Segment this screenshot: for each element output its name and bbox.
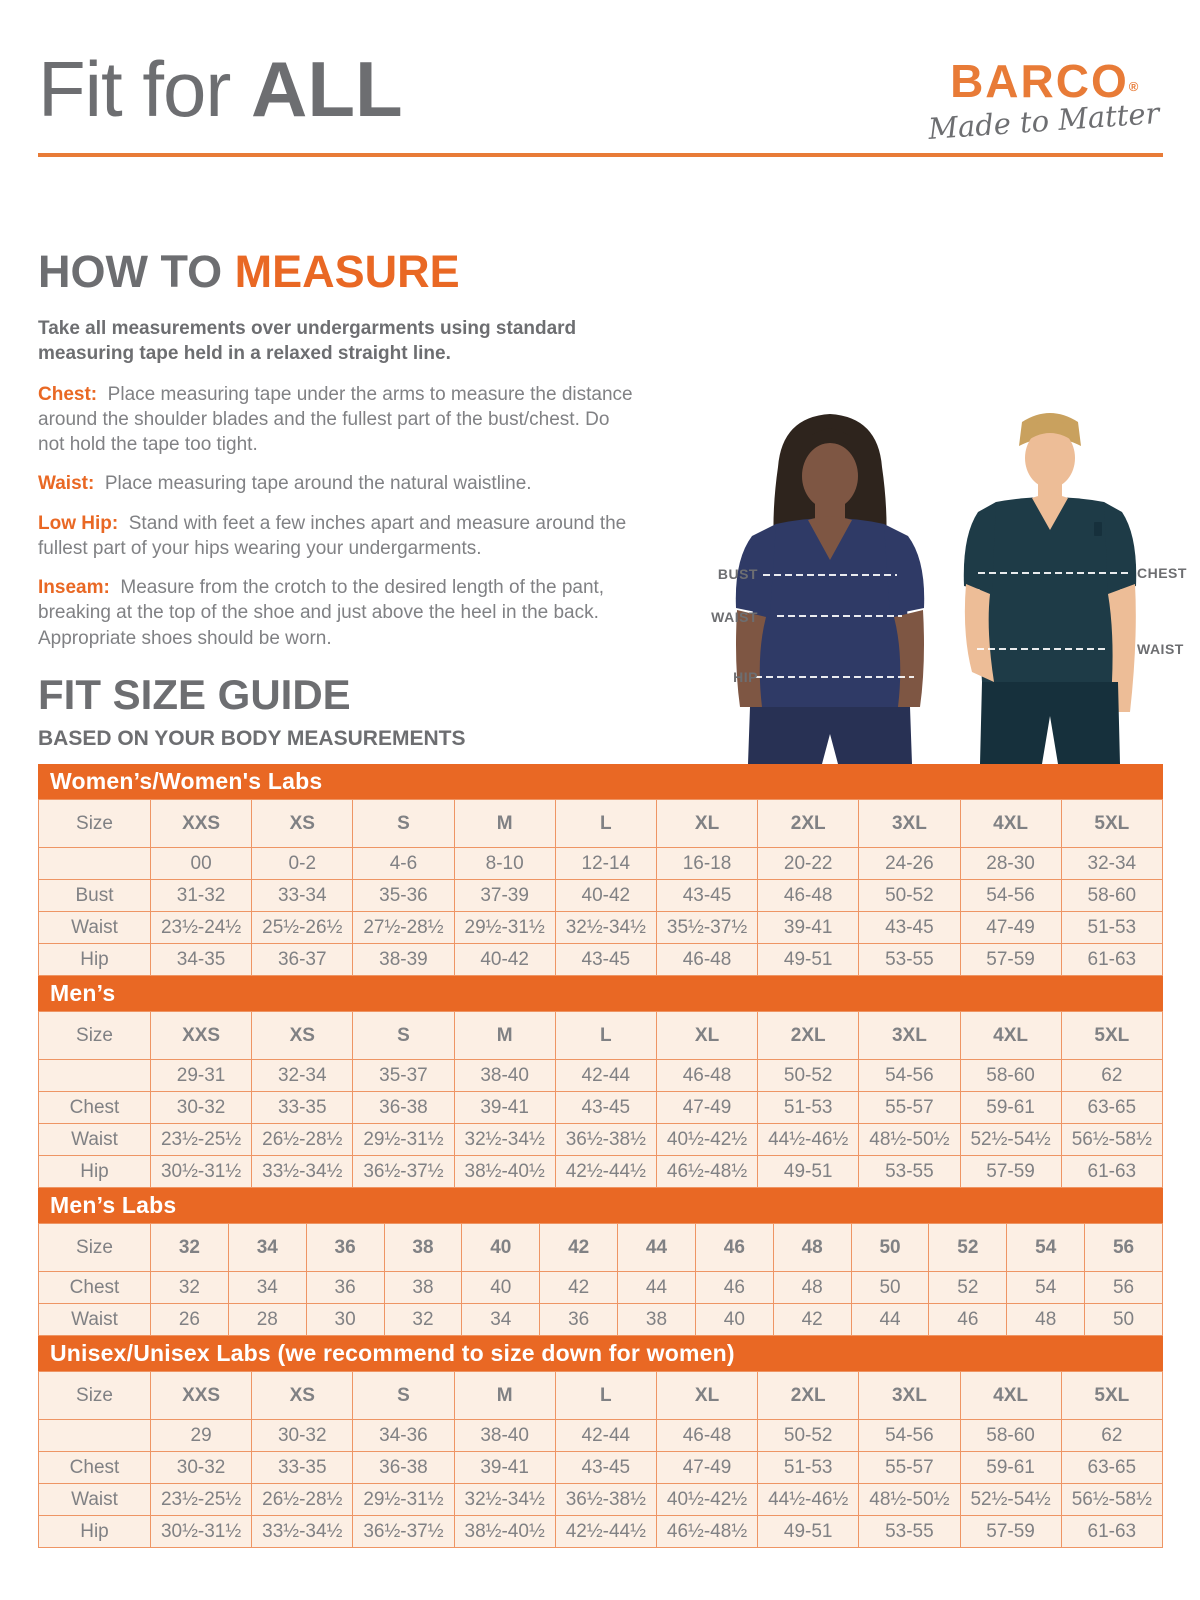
size-value-cell: 50	[1085, 1304, 1163, 1336]
size-value-cell: 32½-34½	[454, 1484, 555, 1516]
size-value-cell: 38-40	[454, 1420, 555, 1452]
size-value-cell: 8-10	[454, 848, 555, 880]
size-header-cell: 52	[929, 1224, 1007, 1272]
measurement-row	[39, 1272, 1163, 1304]
size-value-cell: 55-57	[859, 1092, 960, 1124]
hip-label: HIP	[733, 669, 758, 685]
size-value-cell: 46-48	[758, 880, 859, 912]
size-value-cell: 30½-31½	[151, 1156, 252, 1188]
size-value-cell: 33½-34½	[252, 1156, 353, 1188]
size-header-cell: 56	[1085, 1224, 1163, 1272]
size-value-cell: 57-59	[960, 944, 1061, 976]
size-value-cell: 23½-25½	[151, 1124, 252, 1156]
size-header-cell: 5XL	[1061, 800, 1162, 848]
size-header-cell: M	[454, 800, 555, 848]
size-header-cell: 4XL	[960, 1012, 1061, 1060]
row-label-cell: Waist	[39, 912, 151, 944]
size-value-cell: 46	[929, 1304, 1007, 1336]
size-value-cell: 29	[151, 1420, 252, 1452]
size-header-cell: 44	[618, 1224, 696, 1272]
row-label-cell: Waist	[39, 1124, 151, 1156]
size-header-row	[39, 1372, 1163, 1420]
size-value-cell: 37-39	[454, 880, 555, 912]
brand-wordmark	[928, 55, 1160, 107]
size-value-cell: 4-6	[353, 848, 454, 880]
page-title-bold: ALL	[251, 45, 403, 133]
size-value-cell: 57-59	[960, 1156, 1061, 1188]
numeric-size-row	[39, 1060, 1163, 1092]
size-header-cell: XL	[656, 800, 757, 848]
size-value-cell: 00	[151, 848, 252, 880]
size-value-cell: 43-45	[656, 880, 757, 912]
size-header-cell: 46	[695, 1224, 773, 1272]
size-value-cell: 29½-31½	[353, 1484, 454, 1516]
size-value-cell: 30-32	[151, 1452, 252, 1484]
size-value-cell: 32½-34½	[454, 1124, 555, 1156]
size-value-cell: 52	[929, 1272, 1007, 1304]
size-value-cell: 30-32	[252, 1420, 353, 1452]
size-value-cell: 31-32	[151, 880, 252, 912]
size-value-cell: 48½-50½	[859, 1124, 960, 1156]
size-table	[38, 799, 1163, 976]
size-value-cell: 46-48	[656, 1060, 757, 1092]
size-value-cell: 40	[695, 1304, 773, 1336]
size-header-cell: 50	[851, 1224, 929, 1272]
size-value-cell: 42	[540, 1272, 618, 1304]
measure-instruction: Low Hip: Stand with feet a few inches apart and measure around the fullest part of your hips wearing your undergarments.	[38, 512, 627, 559]
fit-size-guide-heading: FIT SIZE GUIDE	[38, 671, 351, 718]
size-value-cell: 48	[1007, 1304, 1085, 1336]
size-value-cell: 32½-34½	[555, 912, 656, 944]
size-header-cell: 2XL	[758, 800, 859, 848]
size-value-cell: 56	[1085, 1272, 1163, 1304]
size-value-cell: 24-26	[859, 848, 960, 880]
size-value-cell: 52½-54½	[960, 1124, 1061, 1156]
size-value-cell: 34-36	[353, 1420, 454, 1452]
size-value-cell: 39-41	[454, 1452, 555, 1484]
size-value-cell: 30½-31½	[151, 1516, 252, 1548]
size-header-cell: L	[555, 1012, 656, 1060]
size-value-cell: 32	[151, 1272, 229, 1304]
size-value-cell: 32-34	[1061, 848, 1162, 880]
size-value-cell: 42-44	[555, 1060, 656, 1092]
row-label-cell: Waist	[39, 1304, 151, 1336]
size-value-cell: 50-52	[758, 1060, 859, 1092]
size-value-cell: 54-56	[859, 1060, 960, 1092]
fit-size-guide-subheading: BASED ON YOUR BODY MEASUREMENTS	[38, 727, 466, 750]
size-value-cell: 63-65	[1061, 1452, 1162, 1484]
size-value-cell: 26½-28½	[252, 1484, 353, 1516]
row-label-cell: Hip	[39, 944, 151, 976]
size-value-cell: 43-45	[555, 1452, 656, 1484]
size-value-cell: 62	[1061, 1060, 1162, 1092]
size-header-cell: 42	[540, 1224, 618, 1272]
numeric-size-row	[39, 848, 1163, 880]
size-value-cell: 44½-46½	[758, 1484, 859, 1516]
size-header-cell: 36	[306, 1224, 384, 1272]
size-header-cell: XXS	[151, 1012, 252, 1060]
divider-rule	[38, 153, 1163, 157]
size-value-cell: 33½-34½	[252, 1516, 353, 1548]
size-value-cell: 40-42	[555, 880, 656, 912]
size-value-cell: 53-55	[859, 944, 960, 976]
size-header-cell: 34	[228, 1224, 306, 1272]
row-label-cell	[39, 1420, 151, 1452]
size-value-cell: 43-45	[859, 912, 960, 944]
size-value-cell: 54-56	[960, 880, 1061, 912]
waist-label-left: WAIST	[711, 609, 758, 625]
size-header-cell: S	[353, 1012, 454, 1060]
size-value-cell: 58-60	[960, 1420, 1061, 1452]
size-table	[38, 1011, 1163, 1188]
size-value-cell: 63-65	[1061, 1092, 1162, 1124]
size-value-cell: 50-52	[758, 1420, 859, 1452]
size-value-cell: 33-35	[252, 1452, 353, 1484]
table-banner: Unisex/Unisex Labs (we recommend to size down for women)	[38, 1336, 1163, 1371]
size-value-cell: 40½-42½	[656, 1484, 757, 1516]
size-value-cell: 39-41	[758, 912, 859, 944]
measurement-row	[39, 944, 1163, 976]
size-header-cell: XL	[656, 1372, 757, 1420]
size-value-cell: 58-60	[1061, 880, 1162, 912]
measurement-row	[39, 1484, 1163, 1516]
size-header-cell: 5XL	[1061, 1012, 1162, 1060]
bust-label: BUST	[717, 566, 758, 582]
size-header-row	[39, 1012, 1163, 1060]
size-header-cell: 48	[773, 1224, 851, 1272]
row-label-cell: Waist	[39, 1484, 151, 1516]
size-value-cell: 32-34	[252, 1060, 353, 1092]
size-value-cell: 29½-31½	[353, 1124, 454, 1156]
size-value-cell: 26½-28½	[252, 1124, 353, 1156]
size-value-cell: 28-30	[960, 848, 1061, 880]
measurement-row	[39, 912, 1163, 944]
size-header-cell: XL	[656, 1012, 757, 1060]
measure-instructions	[38, 382, 634, 651]
size-value-cell: 28	[228, 1304, 306, 1336]
size-value-cell: 59-61	[960, 1452, 1061, 1484]
measurement-row	[39, 1092, 1163, 1124]
page-title	[38, 44, 403, 135]
size-value-cell: 46½-48½	[656, 1516, 757, 1548]
size-value-cell: 49-51	[758, 1156, 859, 1188]
size-header-cell: 2XL	[758, 1372, 859, 1420]
size-header-cell: M	[454, 1372, 555, 1420]
size-value-cell: 48	[773, 1272, 851, 1304]
measure-instruction-label: Inseam:	[38, 577, 110, 599]
measure-instruction: Inseam: Measure from the crotch to the desired length of the pant, breaking at the top of the shoe and just above the heel in the back. Appropriate shoes should be worn.	[38, 577, 605, 649]
size-value-cell: 53-55	[859, 1156, 960, 1188]
size-header-cell: S	[353, 1372, 454, 1420]
size-value-cell: 57-59	[960, 1516, 1061, 1548]
size-value-cell: 43-45	[555, 944, 656, 976]
size-header-cell: 54	[1007, 1224, 1085, 1272]
size-value-cell: 44	[618, 1272, 696, 1304]
measurement-row	[39, 1304, 1163, 1336]
measure-intro: Take all measurements over undergarments using standard measuring tape held in a relaxed straight line.	[38, 318, 577, 365]
size-value-cell: 36½-37½	[353, 1516, 454, 1548]
size-value-cell: 34-35	[151, 944, 252, 976]
size-value-cell: 50	[851, 1272, 929, 1304]
size-header-row	[39, 1224, 1163, 1272]
size-value-cell: 29½-31½	[454, 912, 555, 944]
size-header-cell: 3XL	[859, 1012, 960, 1060]
size-value-cell: 61-63	[1061, 1516, 1162, 1548]
size-value-cell: 46-48	[656, 944, 757, 976]
numeric-size-row	[39, 1420, 1163, 1452]
size-value-cell: 12-14	[555, 848, 656, 880]
size-value-cell: 62	[1061, 1420, 1162, 1452]
size-value-cell: 50-52	[859, 880, 960, 912]
size-header-cell: XS	[252, 1012, 353, 1060]
size-value-cell: 0-2	[252, 848, 353, 880]
size-value-cell: 54	[1007, 1272, 1085, 1304]
row-label-cell: Size	[39, 1012, 151, 1060]
size-value-cell: 49-51	[758, 1516, 859, 1548]
how-to-measure-section	[38, 246, 634, 665]
size-table	[38, 1223, 1163, 1336]
size-value-cell: 27½-28½	[353, 912, 454, 944]
size-value-cell: 38-40	[454, 1060, 555, 1092]
size-header-cell: 3XL	[859, 1372, 960, 1420]
measure-instruction: Waist: Place measuring tape around the natural waistline.	[38, 473, 532, 495]
size-value-cell: 56½-58½	[1061, 1124, 1162, 1156]
size-header-cell: 4XL	[960, 800, 1061, 848]
size-value-cell: 32	[384, 1304, 462, 1336]
size-value-cell: 59-61	[960, 1092, 1061, 1124]
woman-figure	[736, 414, 924, 764]
size-value-cell: 42½-44½	[555, 1516, 656, 1548]
registered-mark: ®	[1128, 79, 1139, 94]
table-banner: Men’s	[38, 976, 1163, 1011]
size-value-cell: 40	[462, 1272, 540, 1304]
size-value-cell: 47-49	[960, 912, 1061, 944]
size-value-cell: 48½-50½	[859, 1484, 960, 1516]
size-value-cell: 42½-44½	[555, 1156, 656, 1188]
row-label-cell: Bust	[39, 880, 151, 912]
measure-instruction-label: Waist:	[38, 473, 95, 495]
size-value-cell: 36½-38½	[555, 1124, 656, 1156]
size-value-cell: 53-55	[859, 1516, 960, 1548]
row-label-cell: Size	[39, 800, 151, 848]
size-value-cell: 46-48	[656, 1420, 757, 1452]
row-label-cell: Hip	[39, 1156, 151, 1188]
man-figure	[964, 413, 1136, 764]
size-value-cell: 20-22	[758, 848, 859, 880]
row-label-cell: Chest	[39, 1272, 151, 1304]
models-photo	[650, 372, 1200, 764]
size-header-cell: 4XL	[960, 1372, 1061, 1420]
row-label-cell: Chest	[39, 1452, 151, 1484]
size-value-cell: 36½-38½	[555, 1484, 656, 1516]
size-value-cell: 42-44	[555, 1420, 656, 1452]
brand-name: BARCO	[950, 55, 1129, 107]
fit-size-guide-header	[38, 671, 466, 751]
row-label-cell: Size	[39, 1224, 151, 1272]
size-value-cell: 38	[618, 1304, 696, 1336]
row-label-cell	[39, 1060, 151, 1092]
size-value-cell: 40-42	[454, 944, 555, 976]
how-to-measure-heading	[38, 246, 634, 298]
size-value-cell: 38	[384, 1272, 462, 1304]
size-value-cell: 36-37	[252, 944, 353, 976]
size-value-cell: 43-45	[555, 1092, 656, 1124]
size-value-cell: 38-39	[353, 944, 454, 976]
row-label-cell: Size	[39, 1372, 151, 1420]
size-header-cell: XS	[252, 1372, 353, 1420]
size-value-cell: 35½-37½	[656, 912, 757, 944]
size-header-cell: XS	[252, 800, 353, 848]
measurement-row	[39, 1124, 1163, 1156]
row-label-cell: Chest	[39, 1092, 151, 1124]
measure-instruction: Chest: Place measuring tape under the arms to measure the distance around the shoulder blades and the fullest part of the bust/chest. Do not hold the tape too tight.	[38, 383, 633, 456]
size-value-cell: 46	[695, 1272, 773, 1304]
page-title-regular: Fit for	[38, 45, 252, 133]
size-value-cell: 56½-58½	[1061, 1484, 1162, 1516]
size-value-cell: 26	[151, 1304, 229, 1336]
chest-label: CHEST	[1137, 565, 1187, 581]
size-value-cell: 16-18	[656, 848, 757, 880]
size-value-cell: 58-60	[960, 1060, 1061, 1092]
size-value-cell: 29-31	[151, 1060, 252, 1092]
size-value-cell: 33-35	[252, 1092, 353, 1124]
size-value-cell: 38½-40½	[454, 1156, 555, 1188]
size-header-cell: L	[555, 800, 656, 848]
size-value-cell: 55-57	[859, 1452, 960, 1484]
size-value-cell: 35-37	[353, 1060, 454, 1092]
size-header-cell: XXS	[151, 1372, 252, 1420]
size-value-cell: 44½-46½	[758, 1124, 859, 1156]
waist-label-right: WAIST	[1137, 641, 1184, 657]
size-value-cell: 47-49	[656, 1092, 757, 1124]
size-header-cell: 40	[462, 1224, 540, 1272]
size-value-cell: 38½-40½	[454, 1516, 555, 1548]
size-header-cell: L	[555, 1372, 656, 1420]
size-value-cell: 25½-26½	[252, 912, 353, 944]
table-banner: Men’s Labs	[38, 1188, 1163, 1223]
size-value-cell: 30-32	[151, 1092, 252, 1124]
size-header-cell: S	[353, 800, 454, 848]
barco-logo	[927, 55, 1161, 147]
size-value-cell: 36½-37½	[353, 1156, 454, 1188]
size-value-cell: 52½-54½	[960, 1484, 1061, 1516]
measurement-row	[39, 880, 1163, 912]
heading-orange-part: MEASURE	[234, 246, 460, 297]
measurement-row	[39, 1452, 1163, 1484]
size-value-cell: 34	[228, 1272, 306, 1304]
size-value-cell: 30	[306, 1304, 384, 1336]
size-header-cell: 32	[151, 1224, 229, 1272]
size-value-cell: 23½-25½	[151, 1484, 252, 1516]
size-value-cell: 51-53	[758, 1452, 859, 1484]
size-header-cell: 3XL	[859, 800, 960, 848]
size-value-cell: 61-63	[1061, 944, 1162, 976]
size-header-cell: XXS	[151, 800, 252, 848]
measurement-row	[39, 1516, 1163, 1548]
size-value-cell: 51-53	[758, 1092, 859, 1124]
size-header-row	[39, 800, 1163, 848]
size-value-cell: 40½-42½	[656, 1124, 757, 1156]
size-value-cell: 44	[851, 1304, 929, 1336]
size-value-cell: 51-53	[1061, 912, 1162, 944]
measurement-row	[39, 1156, 1163, 1188]
row-label-cell	[39, 848, 151, 880]
size-value-cell: 36-38	[353, 1452, 454, 1484]
size-value-cell: 49-51	[758, 944, 859, 976]
size-tables	[38, 764, 1163, 1548]
size-value-cell: 33-34	[252, 880, 353, 912]
table-banner: Women’s/Women's Labs	[38, 764, 1163, 799]
row-label-cell: Hip	[39, 1516, 151, 1548]
measure-instruction-label: Low Hip:	[38, 512, 119, 534]
size-value-cell: 47-49	[656, 1452, 757, 1484]
size-header-cell: M	[454, 1012, 555, 1060]
size-header-cell: 5XL	[1061, 1372, 1162, 1420]
brand-tagline: Made to Matter	[927, 95, 1161, 147]
size-value-cell: 42	[773, 1304, 851, 1336]
measure-instruction-label: Chest:	[38, 383, 98, 405]
size-value-cell: 61-63	[1061, 1156, 1162, 1188]
size-value-cell: 36	[540, 1304, 618, 1336]
size-value-cell: 34	[462, 1304, 540, 1336]
size-value-cell: 23½-24½	[151, 912, 252, 944]
size-value-cell: 39-41	[454, 1092, 555, 1124]
size-value-cell: 54-56	[859, 1420, 960, 1452]
size-value-cell: 35-36	[353, 880, 454, 912]
size-header-cell: 2XL	[758, 1012, 859, 1060]
size-header-cell: 38	[384, 1224, 462, 1272]
heading-gray-part: HOW TO	[38, 246, 235, 297]
size-table	[38, 1371, 1163, 1548]
size-value-cell: 36	[306, 1272, 384, 1304]
size-value-cell: 46½-48½	[656, 1156, 757, 1188]
size-value-cell: 36-38	[353, 1092, 454, 1124]
